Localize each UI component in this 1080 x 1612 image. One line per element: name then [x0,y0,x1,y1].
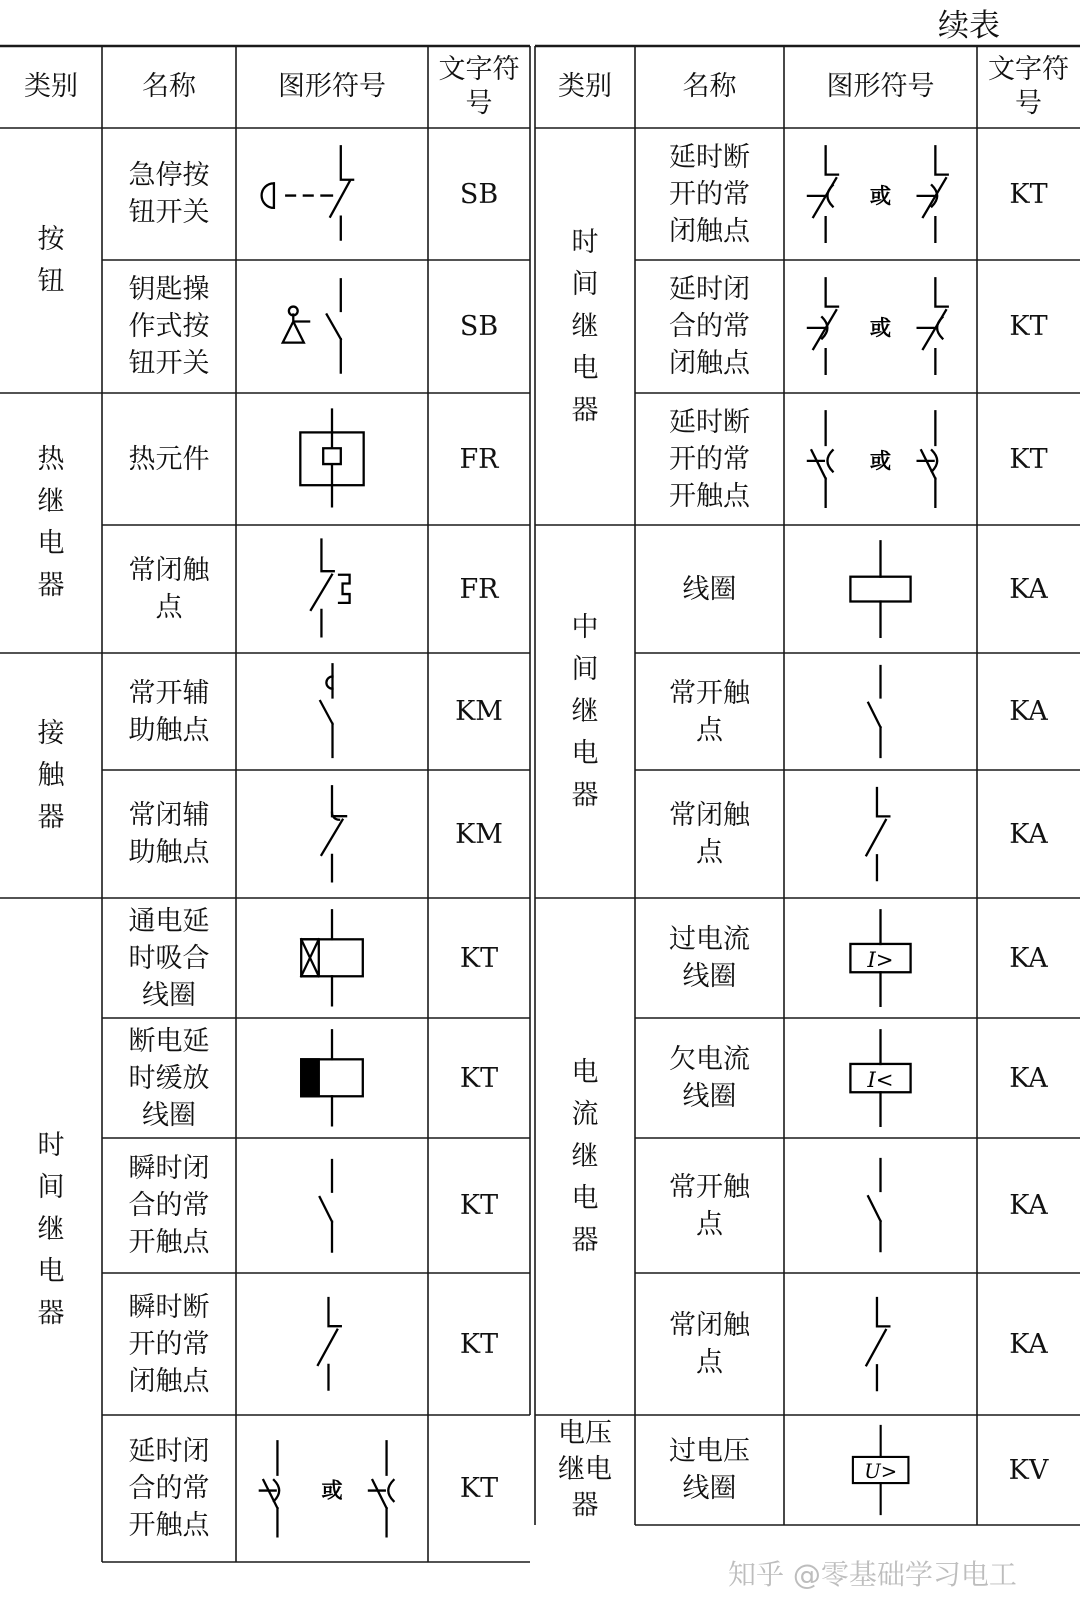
left-row-4-code [428,653,530,770]
right-header-category-text: 类别 [558,71,612,102]
right-category-1 [535,525,635,898]
left-row-1-name [102,260,236,393]
relay-coil-icon [792,536,969,642]
right-row-1-code [977,260,1080,393]
left-row-7-code [428,1018,530,1138]
left-row-9-code [428,1273,530,1415]
page-title: 续表 [938,8,1000,44]
left-row-10-code [428,1415,530,1562]
left-row-10-name [102,1415,236,1562]
right-header-code-text: 文字符号 [988,54,1069,119]
right-category-0 [535,128,635,525]
instant-no-contact-icon [244,1153,420,1259]
right-row-10-name-text: 过电压线圈 [669,1436,750,1504]
left-row-6-code [428,898,530,1018]
left-row-7-name-text: 断电延时缓放线圈 [128,1025,210,1131]
left-row-6-name [102,898,236,1018]
right-header-code [977,46,1080,128]
left-row-8-name-text: 瞬时闭合的常开触点 [128,1153,210,1258]
right-row-6-name [635,898,784,1018]
right-row-6-code [977,898,1080,1018]
right-row-9-code-text: KA [1009,1328,1048,1360]
left-row-1-code-text: SB [459,311,499,342]
instant-nc-contact-icon [244,1291,420,1397]
nc-contact-icon [792,781,969,887]
coil-label: U> [864,1460,897,1484]
left-header-category-text: 类别 [24,71,78,102]
left-row-0-code [428,128,530,260]
key-operated-switch-icon [244,274,420,380]
right-row-7-code [977,1018,1080,1138]
off-delay-coil-icon [244,1025,420,1131]
right-row-9-code [977,1273,1080,1415]
left-row-9-name [102,1273,236,1415]
left-row-9-code-text: KT [459,1328,499,1360]
watermark: 知乎 @零基础学习电工 [728,1558,1017,1591]
right-row-5-name-text: 常闭触点 [669,800,750,868]
right-category-1-text: 中间继电器 [571,611,599,811]
right-row-5-code-text: KA [1009,818,1048,850]
left-row-3-name [102,525,236,653]
right-row-6-code-text: KA [1009,942,1048,974]
right-category-3-text: 电压继电器 [558,1418,612,1521]
left-category-1 [0,393,102,653]
left-row-4-name-text: 常开辅助触点 [128,677,210,746]
right-row-1-name-text: 延时闭合的常闭触点 [669,274,750,379]
right-row-5-name [635,770,784,898]
right-header-symbol-text: 图形符号 [826,71,935,102]
left-row-2-code [428,393,530,525]
delayed-closing-nc-contact-icon [792,273,969,379]
left-category-0-text: 按钮 [37,223,65,297]
overcurrent-coil-icon [792,905,969,1011]
thermal-element-icon [244,406,420,512]
right-header-symbol [784,46,977,128]
right-row-4-name-text: 常开触点 [669,677,750,746]
overvoltage-coil-icon [799,1421,962,1519]
right-row-8-name-text: 常开触点 [669,1171,750,1240]
left-row-2-code-text: FR [459,443,499,475]
right-row-1-code-text: KT [1009,311,1048,342]
right-row-3-name-text: 线圈 [682,573,737,605]
right-category-3 [535,1415,635,1525]
right-row-5-code [977,770,1080,898]
emergency-stop-button-icon [244,141,420,247]
left-row-1-code [428,260,530,393]
right-row-2-code [977,393,1080,525]
coil-label: I> [867,947,894,973]
right-row-3-code-text: KA [1009,573,1048,605]
left-header-code-text: 文字符号 [438,54,520,119]
right-row-10-name [635,1415,784,1525]
left-category-2-text: 接触器 [37,717,65,833]
right-header-category [535,46,635,128]
right-row-0-code-text: KT [1009,178,1048,210]
left-row-4-code-text: KM [455,696,503,727]
thermal-nc-contact-icon [244,536,420,642]
or-label: 或 [869,183,892,209]
left-row-8-code-text: KT [459,1190,499,1221]
left-row-8-name [102,1138,236,1273]
or-label: 或 [869,448,892,474]
right-header-name [635,46,784,128]
right-row-2-name-text: 延时断开的常开触点 [669,406,750,512]
right-row-0-code [977,128,1080,260]
right-row-10-code [977,1415,1080,1525]
left-category-3-text: 时间继电器 [37,1130,65,1329]
delayed-opening-no-contact-icon [792,406,969,512]
left-category-3 [0,898,102,1562]
right-row-2-name [635,393,784,525]
left-row-10-code-text: KT [459,1473,499,1504]
right-header-name-text: 名称 [682,71,737,102]
left-row-6-name-text: 通电延时吸合线圈 [128,905,210,1011]
right-row-10-code-text: KV [1008,1454,1049,1486]
right-category-2 [535,898,635,1415]
right-row-8-code [977,1138,1080,1273]
left-row-7-code-text: KT [459,1062,499,1094]
aux-no-contact-icon [245,659,420,764]
right-row-8-code-text: KA [1009,1190,1048,1221]
right-row-4-code [977,653,1080,770]
left-category-2 [0,653,102,898]
right-row-9-name-text: 常闭触点 [669,1310,750,1378]
right-row-7-name [635,1018,784,1138]
right-row-1-name [635,260,784,393]
left-category-0 [0,128,102,393]
right-row-7-code-text: KA [1009,1062,1048,1094]
left-header-name [102,46,236,128]
left-row-0-name-text: 急停按钮开关 [128,160,210,228]
left-row-4-name [102,653,236,770]
left-row-5-name [102,770,236,898]
aux-nc-contact-icon [244,781,420,887]
left-row-10-name-text: 延时闭合的常开触点 [128,1436,210,1541]
left-row-2-name-text: 热元件 [128,443,210,475]
left-header-symbol-text: 图形符号 [278,71,386,102]
right-row-4-code-text: KA [1009,696,1048,727]
left-row-2-name [102,393,236,525]
right-row-9-name [635,1273,784,1415]
left-row-3-name-text: 常闭触点 [128,555,210,623]
right-row-3-name [635,525,784,653]
left-row-0-name [102,128,236,260]
left-row-0-code-text: SB [459,178,499,210]
or-label: 或 [321,1477,343,1503]
nc-contact-icon [792,1291,969,1397]
left-category-1-text: 热继电器 [37,444,65,601]
left-header-name-text: 名称 [142,71,196,102]
right-row-4-name [635,653,784,770]
coil-label: I< [867,1067,894,1093]
right-row-3-code [977,525,1080,653]
undercurrent-coil-icon [792,1025,969,1131]
delayed-closing-no-contact-icon [244,1436,420,1542]
left-row-9-name-text: 瞬时断开的常闭触点 [128,1291,210,1397]
left-row-3-code-text: FR [459,573,499,605]
no-contact-icon [793,659,968,764]
left-header-symbol [236,46,428,128]
on-delay-coil-icon [244,905,420,1011]
left-row-8-code [428,1138,530,1273]
right-row-0-name [635,128,784,260]
left-row-3-code [428,525,530,653]
right-row-8-name [635,1138,784,1273]
left-header-code [428,46,530,128]
left-row-7-name [102,1018,236,1138]
right-row-7-name-text: 欠电流线圈 [669,1044,750,1112]
or-label: 或 [869,316,892,342]
left-row-5-name-text: 常闭辅助触点 [128,800,210,868]
left-row-1-name-text: 钥匙操作式按钮开关 [128,274,210,379]
right-row-2-code-text: KT [1009,443,1048,475]
no-contact-icon [792,1152,969,1258]
left-row-5-code-text: KM [455,818,503,850]
right-row-6-name-text: 过电流线圈 [669,924,750,992]
right-category-0-text: 时间继电器 [571,226,599,426]
right-category-2-text: 电流继电器 [571,1056,599,1256]
right-row-0-name-text: 延时断开的常闭触点 [669,141,750,247]
left-header-category [0,46,102,128]
left-row-5-code [428,770,530,898]
left-row-6-code-text: KT [459,942,499,974]
delayed-opening-nc-contact-icon [792,141,969,247]
